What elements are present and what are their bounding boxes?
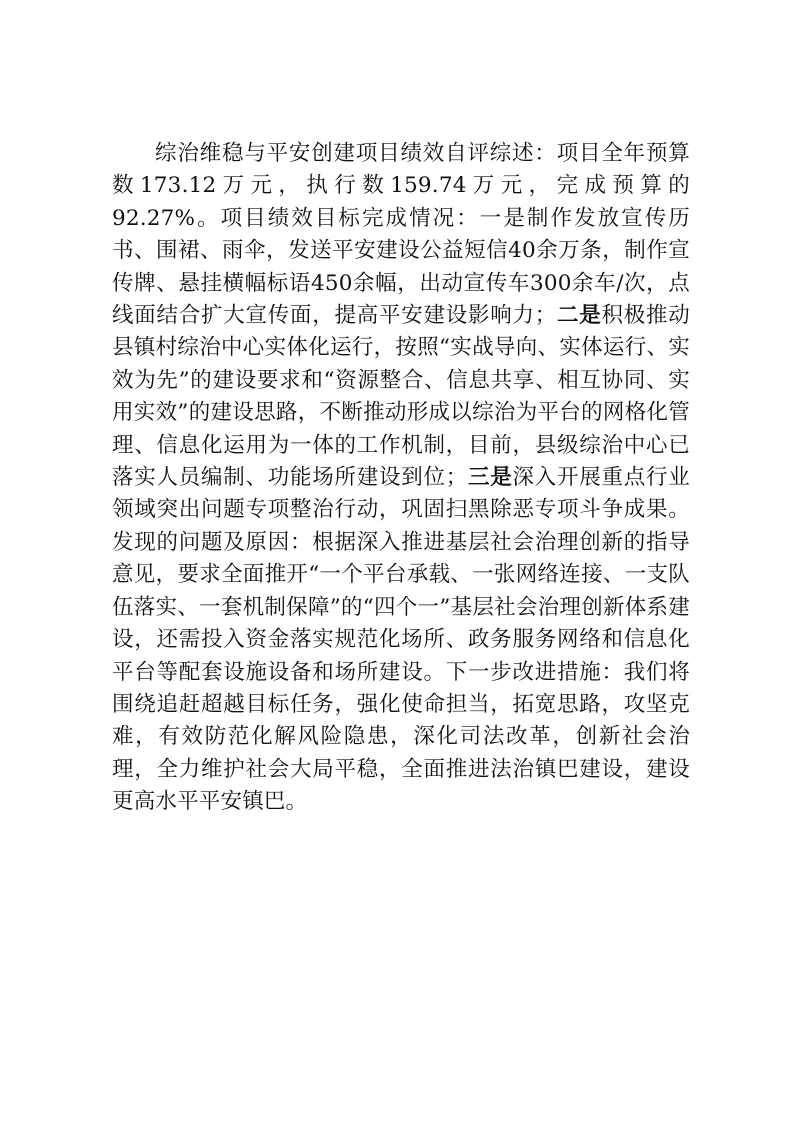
paragraph-bold-marker: 三是 xyxy=(467,465,513,491)
paragraph-bold-marker: 二是 xyxy=(556,303,602,329)
paragraph-text-segment: 积极推动县镇村综治中心实体化运行，按照“实战导向、实体运行、实效为先”的建设要求和“资源整合、信息共享、相互协同、实用实效”的建设思路，不断推动形成以综治为平台的网格化管理、信息化运用为一体的工作机制，目前，县级综治中心已落实人员编制、功能场所建设到位； xyxy=(112,303,690,491)
paragraph-text-segment: 深入开展重点行业领域突出问题专项整治行动，巩固扫黑除恶专项斗争成果。发现的问题及原因：根据深入推进基层社会治理创新的指导意见，要求全面推开“一个平台承载、一张网络连接、一支队伍落实、一套机制保障”的“四个一”基层社会治理创新体系建设，还需投入资金落实规范化场所、政务服务网络和信息化平台等配套设施设备和场所建设。下一步改进措施：我们将围绕追赶超越目标任务，强化使命担当，拓宽思路，攻坚克难，有效防范化解风险隐患，深化司法改革，创新社会治理，全力维护社会大局平稳，全面推进法治镇巴建设，建设更高水平平安镇巴。 xyxy=(112,465,691,815)
body-paragraph xyxy=(112,138,690,819)
paragraph-text-segment: 综治维稳与平安创建项目绩效自评综述：项目全年预算数173.12万元，执行数159.74万元，完成预算的92.27%。项目绩效目标完成情况：一是制作发放宣传历书、围裙、雨伞，发送平安建设公益短信40余万条，制作宣传牌、悬挂横幅标语450余幅，出动宣传车300余车/次，点线面结合扩大宣传面，提高平安建设影响力； xyxy=(112,141,690,329)
